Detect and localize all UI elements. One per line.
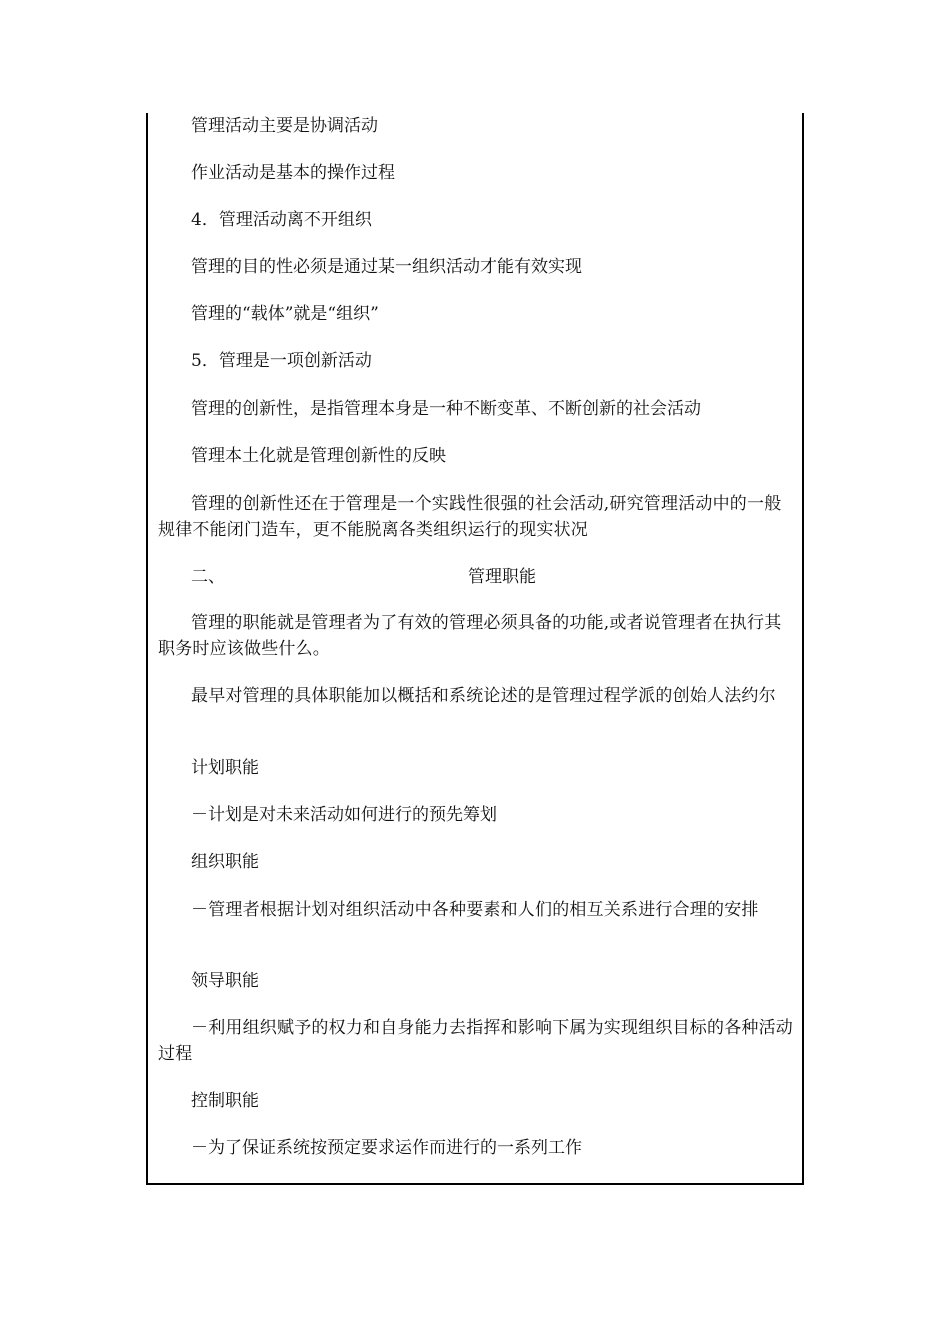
function-description: －为了保证系统按预定要求运作而进行的一系列工作 <box>191 1138 582 1158</box>
paragraph: 管理的职能就是管理者为了有效的管理必须具备的功能,或者说管理者在执行其职务时应该做些什么。 <box>158 613 782 659</box>
paragraph: 作业活动是基本的操作过程 <box>191 163 395 183</box>
paragraph: 管理的创新性，是指管理本身是一种不断变革、不断创新的社会活动 <box>191 399 701 419</box>
function-description: －计划是对未来活动如何进行的预先筹划 <box>191 805 497 825</box>
section-title: 管理职能 <box>468 567 536 587</box>
paragraph: 管理的创新性还在于管理是一个实践性很强的社会活动,研究管理活动中的一般规律不能闭门造车，更不能脱离各类组织运行的现实状况 <box>158 494 782 540</box>
function-title: 控制职能 <box>191 1091 259 1111</box>
function-title: 计划职能 <box>191 758 259 778</box>
paragraph: 管理的“载体”就是“组织” <box>191 304 379 324</box>
section-number: 二、 <box>191 567 225 587</box>
section-heading <box>0 564 950 590</box>
function-description: －管理者根据计划对组织活动中各种要素和人们的相互关系进行合理的安排 <box>191 900 759 920</box>
function-description: －利用组织赋予的权力和自身能力去指挥和影响下属为实现组织目标的各种活动过程 <box>158 1018 793 1064</box>
paragraph: 最早对管理的具体职能加以概括和系统论述的是管理过程学派的创始人法约尔 <box>191 686 776 706</box>
paragraph: 管理活动主要是协调活动 <box>191 116 378 136</box>
paragraph: 管理的目的性必须是通过某一组织活动才能有效实现 <box>191 257 582 277</box>
numbered-heading: 4．管理活动离不开组织 <box>191 210 372 230</box>
paragraph: 管理本土化就是管理创新性的反映 <box>191 446 446 466</box>
numbered-heading: 5．管理是一项创新活动 <box>191 351 372 371</box>
function-title: 组织职能 <box>191 852 259 872</box>
function-title: 领导职能 <box>191 971 259 991</box>
